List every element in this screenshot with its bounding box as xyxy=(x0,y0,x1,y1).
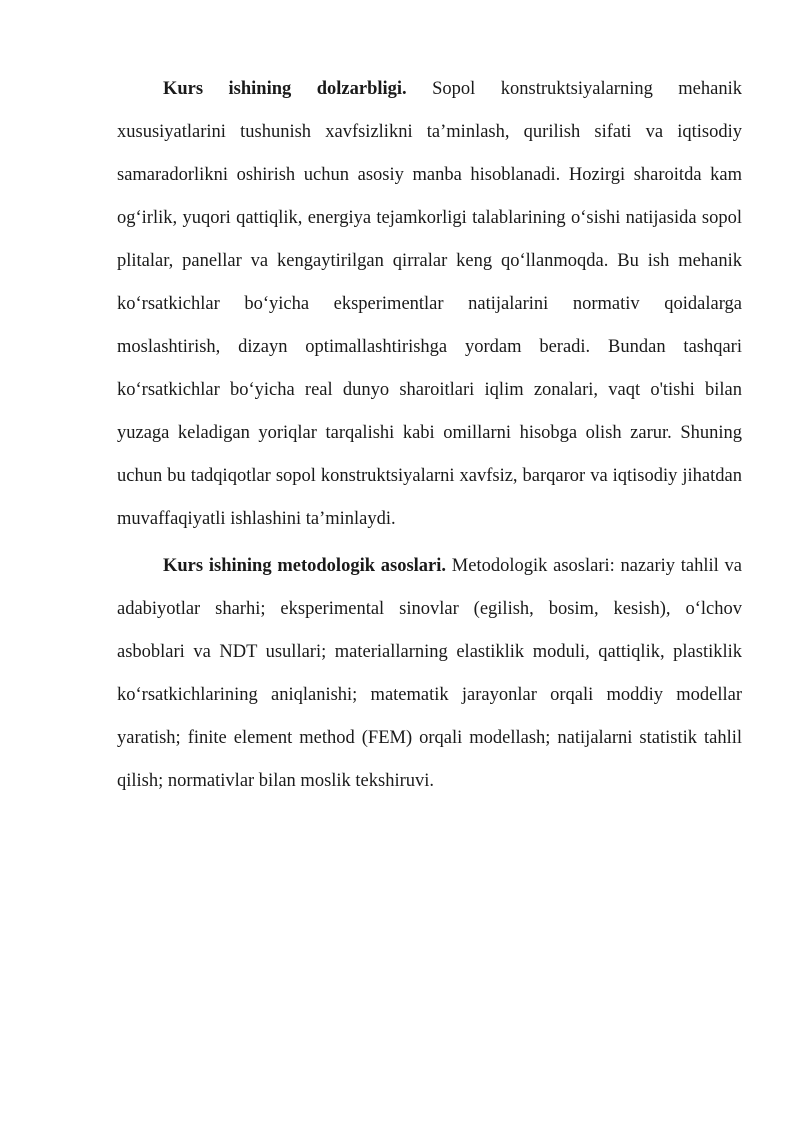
paragraph-relevance xyxy=(117,68,742,541)
paragraph-methodology xyxy=(117,545,742,803)
section-heading-relevance: Kurs ishining dolzarbligi. xyxy=(163,79,407,99)
section-body-relevance: Sopol konstruktsiyalarning mehanik xususiyatlarini tushunish xavfsizlikni ta’minlash, qurilish sifati va iqtisodiy samaradorlikni oshirish uchun asosiy manba hisoblanadi. Hozirgi sharoitda kam og‘irlik, yuqori qattiqlik, energiya tejamkorligi talablarining o‘sishi natijasida sopol plitalar, panellar va kengaytirilgan qirralar keng qo‘llanmoqda. Bu ish mehanik ko‘rsatkichlar bo‘yicha eksperimentlar natijalarini normativ qoidalarga moslashtirish, dizayn optimallashtirishga yordam beradi. Bundan tashqari ko‘rsatkichlar bo‘yicha real dunyo sharoitlari iqlim zonalari, vaqt o'tishi bilan yuzaga keladigan yoriqlar tarqalishi kabi omillarni hisobga olish zarur. Shuning uchun bu tadqiqotlar sopol konstruktsiyalarni xavfsiz, barqaror va iqtisodiy jihatdan muvaffaqiyatli ishlashini ta’minlaydi. xyxy=(117,79,742,529)
section-heading-methodology: Kurs ishining metodologik asoslari. xyxy=(163,556,447,576)
section-body-methodology: Metodologik asoslari: nazariy tahlil va adabiyotlar sharhi; eksperimental sinovlar (egilish, bosim, kesish), o‘lchov asboblari va NDT usullari; materiallarning elastiklik moduli, qattiqlik, plastiklik ko‘rsatkichlarining aniqlanishi; matematik jarayonlar orqali moddiy modellar yaratish; finite element method (FEM) orqali modellash; natijalarni statistik tahlil qilish; normativlar bilan moslik tekshiruvi. xyxy=(117,556,742,791)
document-page xyxy=(117,68,742,807)
